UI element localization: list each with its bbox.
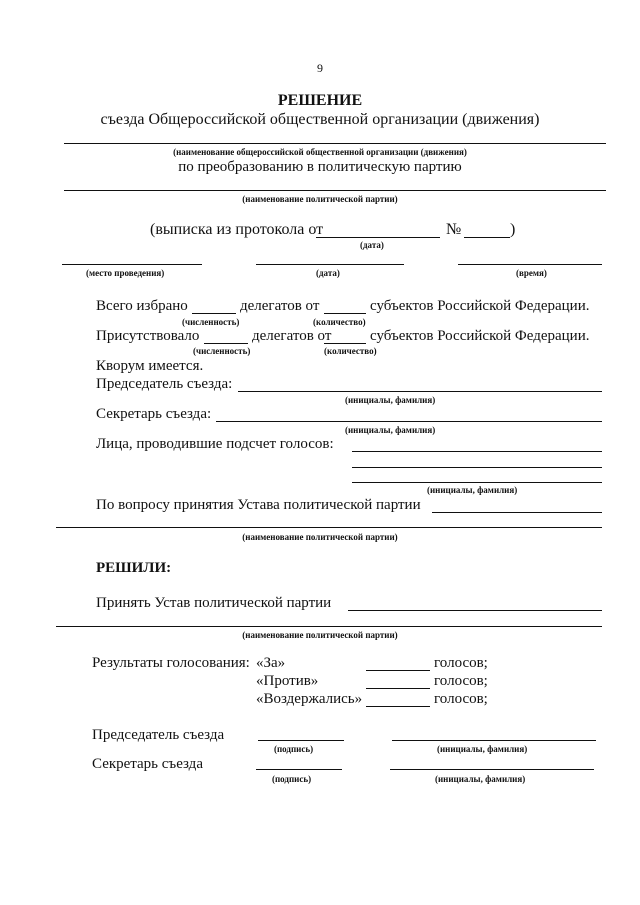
counters-line-3 xyxy=(352,482,602,483)
voting-abstained-line xyxy=(366,706,430,707)
elected-count-line xyxy=(192,313,236,314)
present-suffix: субъектов Российской Федерации. xyxy=(370,328,590,344)
charter-question-line-2 xyxy=(56,527,602,528)
elected-prefix: Всего избрано xyxy=(96,298,188,314)
time-line xyxy=(458,264,602,265)
voting-against-votes: голосов; xyxy=(434,673,488,689)
voting-abstained-label: «Воздержались» xyxy=(256,691,363,707)
time-caption: (время) xyxy=(516,268,547,278)
transformation-text: по преобразованию в политическую партию xyxy=(178,159,462,175)
present-middle: делегатов от xyxy=(252,328,332,344)
elected-quantity-line xyxy=(324,313,366,314)
chairman-signature-line xyxy=(258,740,344,741)
charter-question: По вопросу принятия Устава политической партии xyxy=(96,497,421,513)
chairman-name-line xyxy=(392,740,596,741)
signature-chairman-label: Председатель съезда xyxy=(92,727,225,743)
present-count-caption: (численность) xyxy=(193,346,251,356)
present-quantity-line xyxy=(324,343,366,344)
document-title: РЕШЕНИЕ xyxy=(277,92,363,109)
chairman-initials-caption: (инициалы, фамилия) xyxy=(345,395,436,405)
voting-label: Результаты голосования: xyxy=(92,655,250,671)
document-subtitle: съезда Общероссийской общественной организации (движения) xyxy=(100,111,540,128)
present-prefix: Присутствовало xyxy=(96,328,200,344)
decided-heading: РЕШИЛИ: xyxy=(96,560,172,576)
party-name-caption-3: (наименование политической партии) xyxy=(242,630,398,640)
protocol-number-line xyxy=(464,237,510,238)
date-caption: (дата) xyxy=(316,268,340,278)
place-line xyxy=(62,264,202,265)
voting-abstained-votes: голосов; xyxy=(434,691,488,707)
elected-quantity-caption: (количество) xyxy=(313,317,366,327)
secretary-signature-caption: (подпись) xyxy=(272,774,312,784)
charter-question-line-1 xyxy=(432,512,602,513)
voting-for-votes: голосов; xyxy=(434,655,488,671)
secretary-line xyxy=(216,421,602,422)
place-caption: (место проведения) xyxy=(86,268,165,278)
adopt-charter-text: Принять Устав политической партии xyxy=(96,595,332,611)
counters-line-2 xyxy=(352,467,602,468)
chairman-signature-caption: (подпись) xyxy=(274,744,314,754)
voting-against-label: «Против» xyxy=(256,673,319,689)
protocol-number-sign: № xyxy=(446,221,462,238)
party-name-line-1 xyxy=(64,190,606,191)
protocol-suffix: ) xyxy=(510,221,516,238)
secretary-initials-caption: (инициалы, фамилия) xyxy=(345,425,436,435)
signature-secretary-label: Секретарь съезда xyxy=(92,756,203,772)
org-name-line xyxy=(64,143,606,144)
present-count-line xyxy=(204,343,248,344)
secretary-name-line xyxy=(390,769,594,770)
secretary-name-caption: (инициалы, фамилия) xyxy=(435,774,526,784)
protocol-date-caption: (дата) xyxy=(360,240,384,250)
present-quantity-caption: (количество) xyxy=(324,346,377,356)
protocol-date-line xyxy=(316,237,440,238)
chairman-line xyxy=(238,391,602,392)
quorum-text: Кворум имеется. xyxy=(96,358,204,374)
secretary-signature-line xyxy=(256,769,342,770)
org-name-caption: (наименование общероссийской общественной организации (движения) xyxy=(173,147,467,157)
voting-against-line xyxy=(366,688,430,689)
elected-suffix: субъектов Российской Федерации. xyxy=(370,298,590,314)
adopt-charter-line-2 xyxy=(56,626,602,627)
counters-line-1 xyxy=(352,451,602,452)
counters-label: Лица, проводившие подсчет голосов: xyxy=(96,436,334,452)
counters-initials-caption: (инициалы, фамилия) xyxy=(427,485,518,495)
elected-count-caption: (численность) xyxy=(182,317,240,327)
chairman-name-caption: (инициалы, фамилия) xyxy=(437,744,528,754)
voting-for-label: «За» xyxy=(256,655,286,671)
chairman-label: Председатель съезда: xyxy=(96,376,233,392)
page-number: 9 xyxy=(317,61,323,75)
voting-for-line xyxy=(366,670,430,671)
secretary-label: Секретарь съезда: xyxy=(96,406,212,422)
date-line xyxy=(256,264,404,265)
party-name-caption-2: (наименование политической партии) xyxy=(242,532,398,542)
party-name-caption-1: (наименование политической партии) xyxy=(242,194,398,204)
adopt-charter-line-1 xyxy=(348,610,602,611)
elected-middle: делегатов от xyxy=(240,298,320,314)
protocol-prefix: (выписка из протокола от xyxy=(150,221,324,238)
